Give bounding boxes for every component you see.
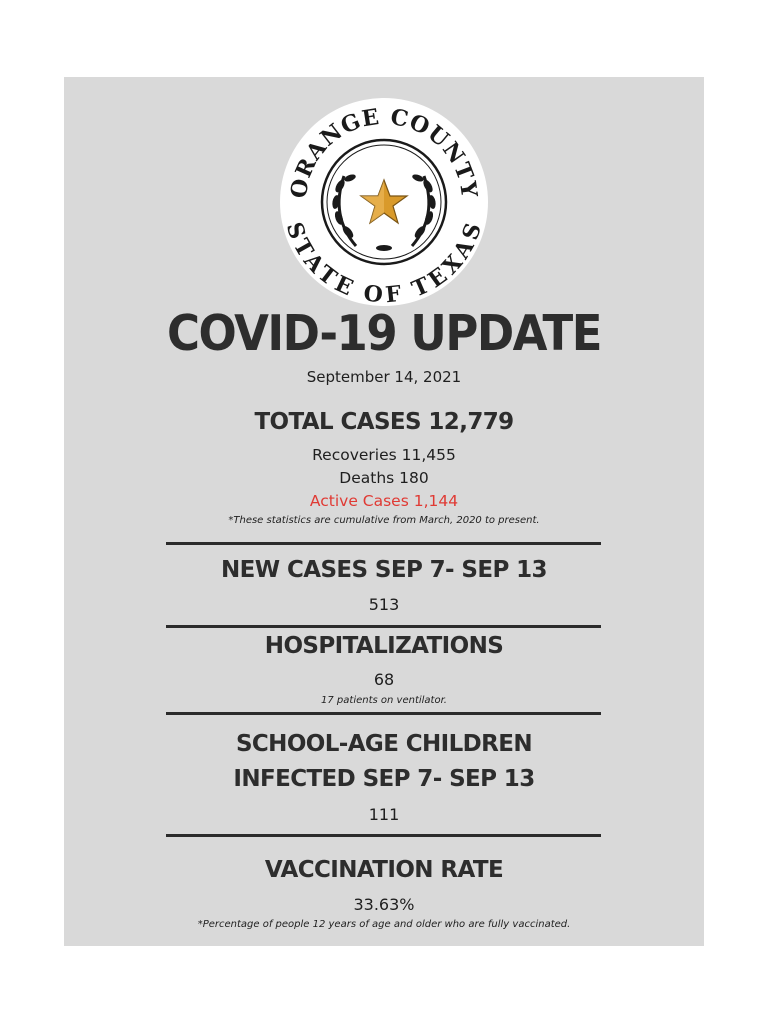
recoveries-text: Recoveries 11,455 [312, 446, 456, 464]
cumulative-note: *These statistics are cumulative from March, 2020 to present. [228, 515, 540, 526]
divider [166, 542, 601, 545]
divider [166, 834, 601, 837]
hospitalizations-value: 68 [373, 670, 395, 689]
vaccination-note: *Percentage of people 12 years of age and older who are fully vaccinated. [197, 919, 571, 930]
vaccination-value: 33.63% [353, 895, 415, 914]
new-cases-heading: NEW CASES SEP 7- SEP 13 [221, 557, 547, 583]
vaccination-heading: VACCINATION RATE [264, 857, 504, 883]
hospitalizations-heading: HOSPITALIZATIONS [264, 633, 504, 659]
divider [166, 712, 601, 715]
total-cases-heading: TOTAL CASES 12,779 [254, 409, 514, 435]
update-date: September 14, 2021 [306, 368, 462, 386]
school-children-heading-line1: SCHOOL-AGE CHILDREN [235, 731, 533, 757]
county-seal-logo [278, 96, 490, 308]
active-cases-text: Active Cases 1,144 [309, 492, 459, 510]
seal-top-text: ORANGE COUNTY [285, 103, 483, 201]
deaths-text: Deaths 180 [339, 469, 429, 487]
new-cases-value: 513 [368, 595, 400, 614]
seal-bottom-text: STATE OF TEXAS [280, 219, 488, 308]
divider [166, 625, 601, 628]
school-children-heading-line2: INFECTED SEP 7- SEP 13 [233, 766, 535, 792]
ventilator-note: 17 patients on ventilator. [321, 695, 447, 706]
page-title: COVID-19 UPDATE [167, 304, 601, 363]
school-children-value: 111 [368, 805, 400, 824]
